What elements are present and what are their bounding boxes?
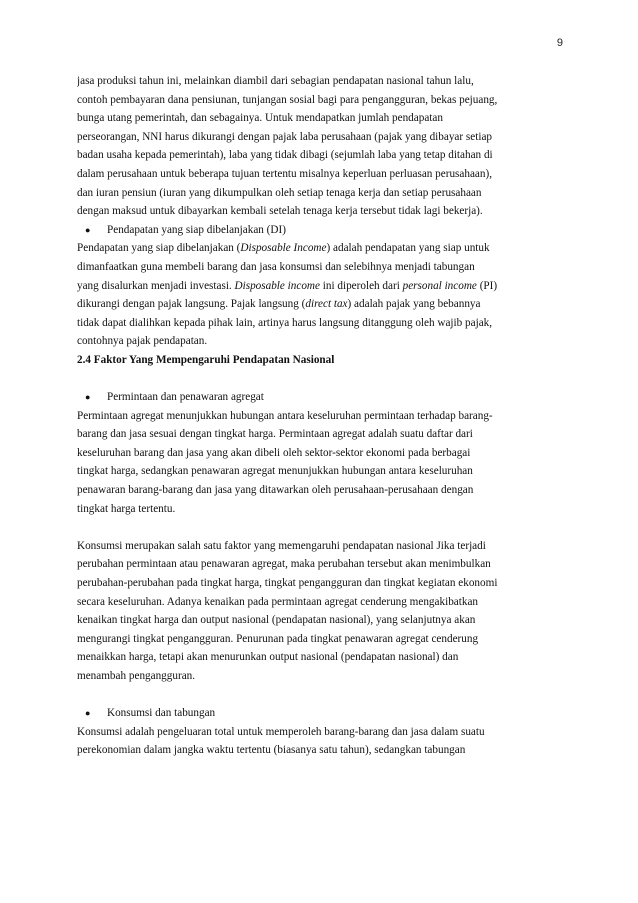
text-line: menaikkan harga, tetapi akan menurunkan output nasional (pendapatan nasional) dan	[77, 651, 459, 664]
text-line: mengurangi tingkat pengangguran. Penurunan pada tingkat penawaran agregat cenderung	[77, 632, 479, 645]
text-line: menambah pengangguran.	[77, 670, 196, 682]
text-line: tingkat harga tertentu.	[77, 502, 176, 515]
text-line: keseluruhan barang dan jasa yang akan dibeli oleh sektor-sektor ekonomi pada berbagai	[77, 446, 471, 459]
text-line: dan iuran pensiun (iuran yang dikumpulkan oleh setiap tenaga kerja dan setiap perusahaan	[77, 186, 482, 199]
spacer	[77, 518, 565, 537]
text-line: dalam perusahaan untuk beberapa tujuan tertentu misalnya keperluan perluasan perusahaan),	[77, 167, 493, 180]
text-line: perubahan permintaan atau penawaran agregat, maka perubahan tersebut akan menimbulkan	[77, 558, 491, 571]
spacer	[77, 686, 565, 705]
text-line: secara keseluruhan. Adanya kenaikan pada permintaan agregat cenderung mengakibatkan	[77, 595, 479, 608]
spacer	[77, 370, 565, 389]
text-line: perekonomian dalam jangka waktu tertentu (biasanya satu tahun), sedangkan tabungan	[77, 744, 466, 757]
bullet-dot-icon: ●	[85, 392, 91, 403]
paragraph-tabungan	[77, 723, 565, 760]
bullet-label: Pendapatan yang siap dibelanjakan (DI)	[107, 223, 286, 236]
text-line: contoh pembayaran dana pensiunan, tunjangan sosial bagi para pengangguran, bekas pejuang,	[77, 93, 498, 106]
text-line: contohnya pajak pendapatan.	[77, 335, 208, 348]
paragraph-nni	[77, 72, 565, 221]
text-line: dimanfaatkan guna membeli barang dan jasa konsumsi dan selebihnya menjadi tabungan	[77, 260, 475, 273]
bullet-item-permintaan	[77, 388, 565, 407]
text-line: kenaikan tingkat harga dan output nasional (pendapatan nasional), yang selanjutnya akan	[77, 614, 476, 627]
text-line: penawaran barang-barang dan jasa yang ditawarkan oleh perusahaan-perusahaan dengan	[77, 484, 474, 497]
text-line: dikurangi dengan pajak langsung. Pajak langsung (direct tax) adalah pajak yang bebannya	[77, 298, 481, 311]
text-line: Konsumsi adalah pengeluaran total untuk memperoleh barang-barang dan jasa dalam suatu	[77, 725, 485, 738]
paragraph-permintaan	[77, 407, 565, 519]
text-line: jasa produksi tahun ini, melainkan diambil dari sebagian pendapatan nasional tahun lalu,	[77, 75, 474, 87]
bullet-item-di	[77, 221, 565, 240]
text-line: dengan maksud untuk dibayarkan kembali setelah tenaga kerja tersebut tidak lagi bekerja).	[77, 205, 483, 218]
paragraph-konsumsi	[77, 537, 565, 686]
text-line: yang disalurkan menjadi investasi. Disposable income ini diperoleh dari personal income (PI)	[77, 279, 498, 292]
text-line: badan usaha kepada pemerintah), laba yang tidak dibagi (sejumlah laba yang tetap ditahan di	[77, 149, 493, 162]
text-line: Permintaan agregat menunjukkan hubungan antara keseluruhan permintaan terhadap barang-	[77, 409, 493, 422]
paragraph-di	[77, 239, 565, 351]
page-number: 9	[556, 37, 563, 49]
text-line: barang dan jasa sesuai dengan tingkat harga. Permintaan agregat adalah suatu daftar dari	[77, 428, 473, 441]
bullet-dot-icon: ●	[85, 224, 91, 235]
bullet-label: Permintaan dan penawaran agregat	[107, 391, 264, 404]
text-line: tidak dapat dialihkan kepada pihak lain, artinya harus langsung ditanggung oleh wajib pajak,	[77, 316, 493, 329]
section-heading: 2.4 Faktor Yang Mempengaruhi Pendapatan Nasional	[77, 353, 335, 366]
bullet-item-konsumsi	[77, 704, 565, 723]
bullet-label: Konsumsi dan tabungan	[107, 707, 216, 720]
text-line: tingkat harga, sedangkan penawaran agregat menunjukkan hubungan antara keseluruhan	[77, 465, 473, 478]
text-line: Konsumsi merupakan salah satu faktor yang memengaruhi pendapatan nasional Jika terjadi	[77, 539, 486, 552]
document-body	[77, 72, 565, 760]
text-line: bunga utang pemerintah, dan sebagainya. Untuk mendapatkan jumlah pendapatan	[77, 112, 443, 125]
bullet-dot-icon: ●	[85, 708, 91, 719]
text-line: perseorangan, NNI harus dikurangi dengan pajak laba perusahaan (pajak yang dibayar setiap	[77, 130, 493, 143]
text-line: perubahan-perubahan pada tingkat harga, tingkat pengangguran dan tingkat kegiatan ekonomi	[77, 577, 498, 590]
text-line: Pendapatan yang siap dibelanjakan (Disposable Income) adalah pendapatan yang siap untuk	[77, 242, 490, 255]
